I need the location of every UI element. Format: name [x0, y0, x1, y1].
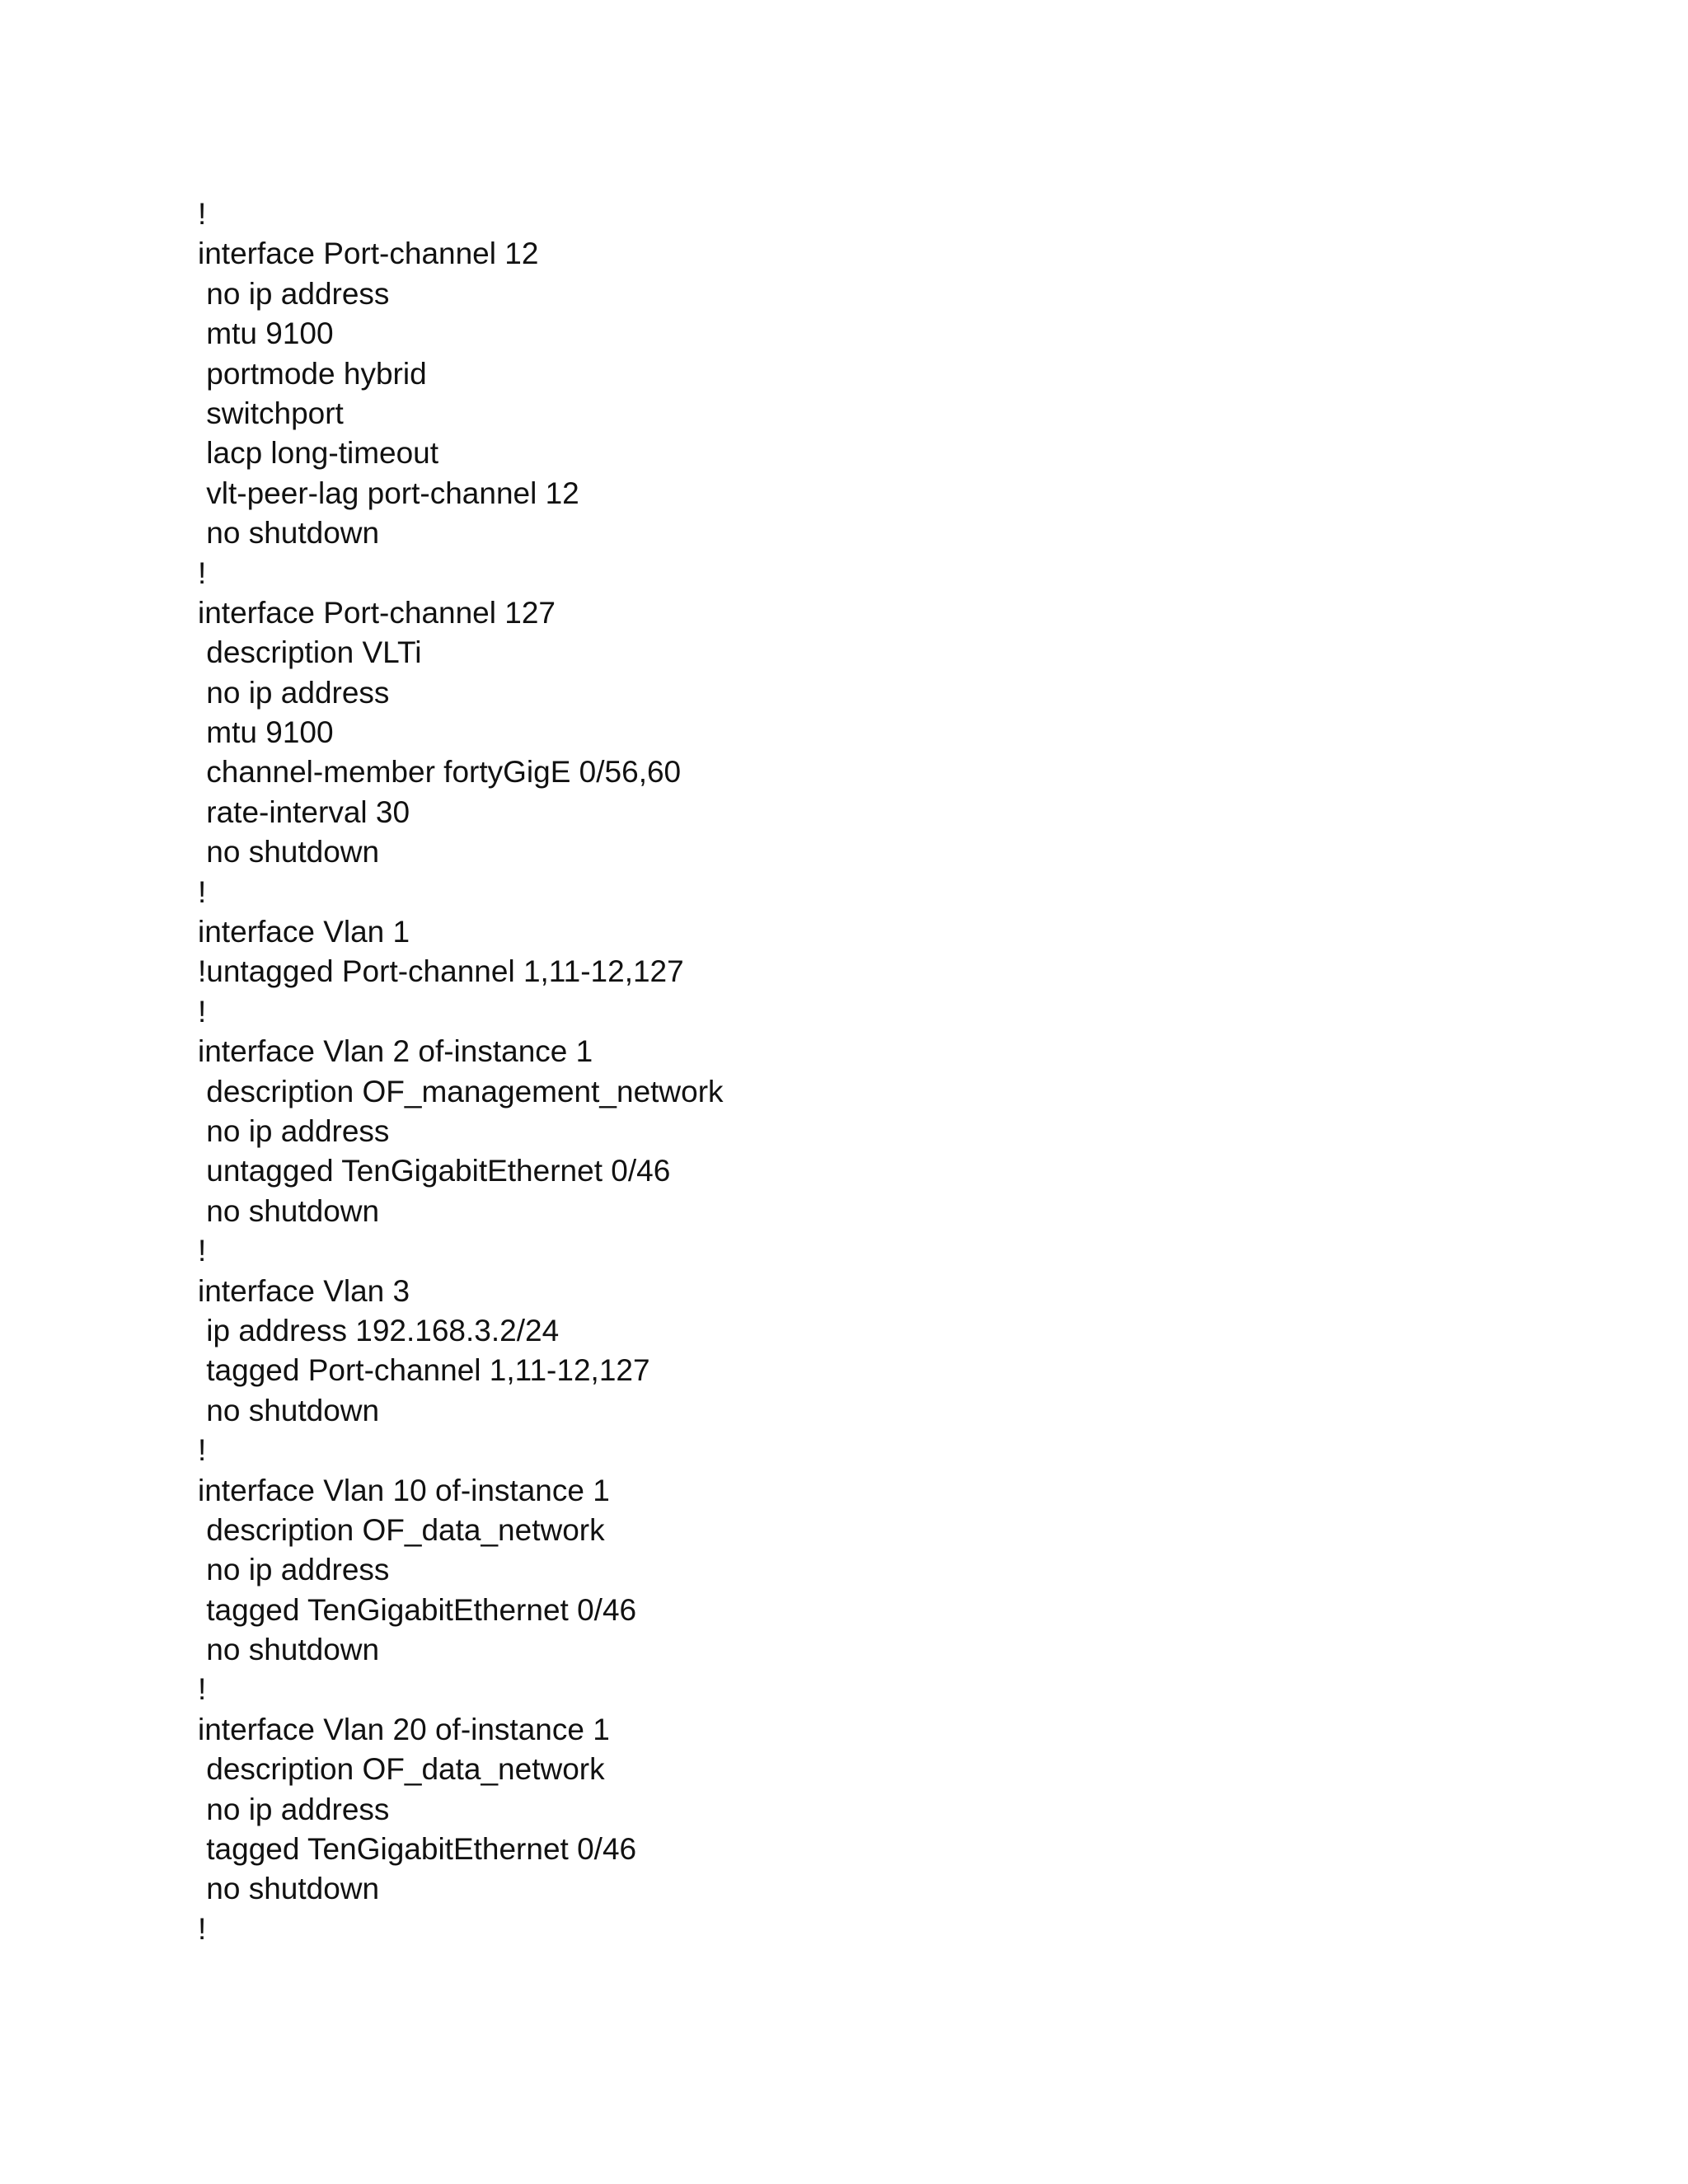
config-line: channel-member fortyGigE 0/56,60	[198, 755, 682, 790]
config-line: !	[198, 994, 207, 1029]
config-line: tagged TenGigabitEthernet 0/46	[198, 1592, 637, 1627]
config-line: description OF_data_network	[198, 1752, 605, 1787]
config-line: rate-interval 30	[198, 794, 410, 829]
config-line: no shutdown	[198, 1872, 380, 1906]
config-line: description VLTi	[198, 635, 422, 670]
config-line: switchport	[198, 396, 344, 430]
config-line: !	[198, 1234, 207, 1268]
config-line: !	[198, 1911, 207, 1946]
config-line: mtu 9100	[198, 715, 334, 750]
config-line: no ip address	[198, 1553, 390, 1587]
config-line: no shutdown	[198, 1633, 380, 1667]
config-line: tagged Port-channel 1,11-12,127	[198, 1353, 650, 1388]
config-line: no ip address	[198, 1792, 390, 1826]
config-line: interface Vlan 20 of-instance 1	[198, 1712, 610, 1746]
config-line: !untagged Port-channel 1,11-12,127	[198, 954, 684, 989]
config-line: no ip address	[198, 675, 390, 710]
config-line: interface Vlan 10 of-instance 1	[198, 1473, 610, 1507]
config-line: no shutdown	[198, 1393, 380, 1427]
config-line: no ip address	[198, 276, 390, 311]
config-line: interface Vlan 2 of-instance 1	[198, 1034, 593, 1069]
config-line: mtu 9100	[198, 316, 334, 351]
config-line: no shutdown	[198, 516, 380, 551]
config-line: !	[198, 874, 207, 909]
config-line: interface Vlan 3	[198, 1273, 410, 1308]
config-line: ip address 192.168.3.2/24	[198, 1313, 560, 1347]
config-line: description OF_data_network	[198, 1512, 605, 1547]
config-line: lacp long-timeout	[198, 436, 439, 471]
config-line: description OF_management_network	[198, 1074, 724, 1108]
config-line: tagged TenGigabitEthernet 0/46	[198, 1832, 637, 1867]
config-listing	[198, 194, 724, 1949]
config-line: interface Port-channel 127	[198, 595, 556, 630]
config-line: no ip address	[198, 1113, 390, 1148]
config-line: !	[198, 1433, 207, 1468]
config-line: interface Port-channel 12	[198, 237, 539, 271]
config-line: no shutdown	[198, 835, 380, 869]
config-line: !	[198, 555, 207, 590]
config-line: portmode hybrid	[198, 356, 427, 391]
config-line: !	[198, 1672, 207, 1707]
config-line: !	[198, 197, 207, 231]
config-line: no shutdown	[198, 1193, 380, 1228]
config-line: untagged TenGigabitEthernet 0/46	[198, 1154, 671, 1188]
config-line: vlt-peer-lag port-channel 12	[198, 476, 579, 510]
config-line: interface Vlan 1	[198, 915, 410, 949]
